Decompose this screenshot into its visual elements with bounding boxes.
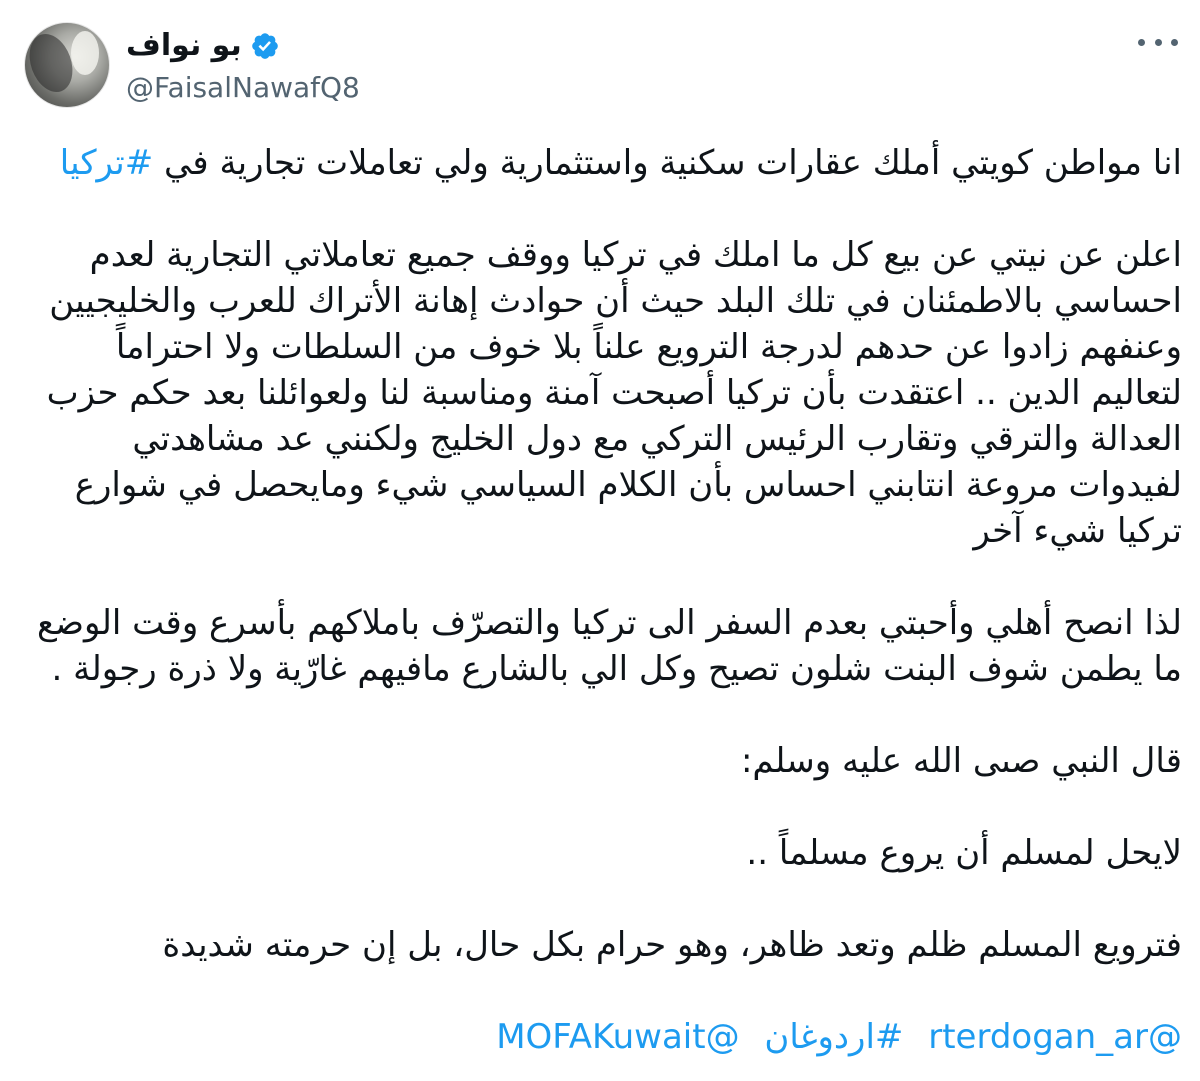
tweet-paragraph-4: قال النبي صىى الله عليه وسلم: bbox=[740, 741, 1182, 781]
display-name[interactable]: بو نواف bbox=[126, 28, 242, 63]
more-dot bbox=[1171, 39, 1178, 46]
mention-link-rterdogan[interactable]: @rterdogan_ar bbox=[928, 1017, 1182, 1057]
avatar[interactable] bbox=[24, 22, 110, 108]
tweet-paragraph-5: لايحل لمسلم أن يروع مسلماً .. bbox=[746, 833, 1182, 873]
user-handle[interactable]: @FaisalNawafQ8 bbox=[126, 71, 360, 104]
more-dot bbox=[1138, 39, 1145, 46]
tweet-text bbox=[22, 140, 1182, 1014]
name-row bbox=[126, 26, 360, 66]
avatar-highlight bbox=[71, 31, 99, 75]
paragraph-text: انا مواطن كويتي أملك عقارات سكنية واستثمارية ولي تعاملات تجارية في bbox=[153, 143, 1182, 183]
verified-badge-icon bbox=[250, 31, 280, 61]
hashtag-link-erdogan[interactable]: #اردوغان bbox=[764, 1017, 904, 1057]
tweet-paragraph-6: فترويع المسلم ظلم وتعد ظاهر، وهو حرام بكل حال، بل إن حرمته شديدة bbox=[162, 925, 1182, 965]
more-horizontal-icon[interactable] bbox=[1138, 32, 1178, 52]
tweet-paragraph-1 bbox=[22, 140, 1182, 186]
user-block bbox=[126, 26, 360, 108]
tweet-paragraph-3: لذا انصح أهلي وأحبتي بعدم السفر الى تركيا والتصرّف باملاكهم بأسرع وقت الوضع ما يطمن شوف البنت شلون تصيح وكل الي بالشارع مافيهم غارّية ولا ذرة رجولة . bbox=[26, 603, 1182, 689]
more-dot bbox=[1155, 39, 1162, 46]
tweet-tags bbox=[482, 1014, 1182, 1060]
mention-link-mofakuwait[interactable]: @MOFAKuwait bbox=[496, 1017, 740, 1057]
tweet-header bbox=[24, 16, 1184, 112]
tweet-paragraph-2: اعلن عن نيتي عن بيع كل ما املك في تركيا ووقف جميع تعاملاتي التجارية لعدم احساسي بالاطمئنان في تلك البلد حيث أن حوادث إهانة الأتراك للعرب والخليجيين وعنفهم زادوا عن حدهم لدرجة الترويع علناً بلا خوف من السلطات ولا احتراماً لتعاليم الدين .. اعتقدت بأن تركيا أصبحت آمنة ومناسبة لنا ولعوائلنا بعد حكم حزب العدالة والترقي وتقارب الرئيس التركي مع دول الخليج ولكنني عد مشاهدتي لفيدوات مروعة انتابني احساس بأن الكلام السياسي شيء ومايحصل في شوارع تركيا شيء آخر bbox=[35, 235, 1182, 551]
hashtag-link[interactable]: #تركيا bbox=[59, 143, 154, 183]
